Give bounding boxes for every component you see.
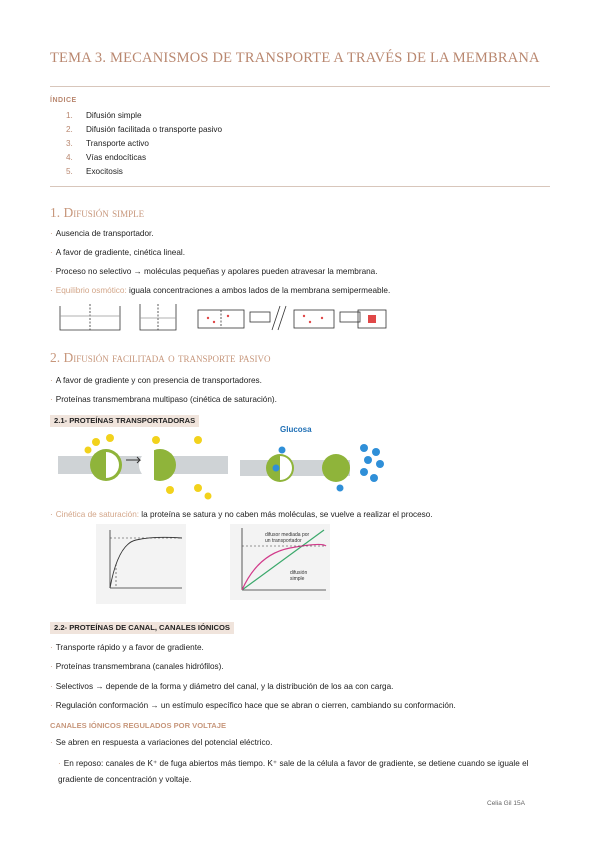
bullet-text: la proteína se satura y no caben más moléculas, se vuelve a realizar el proceso. <box>139 510 433 519</box>
graph-label-simple: difusión simple <box>290 570 308 582</box>
footer: Celia Gil 15A <box>487 800 525 807</box>
bullet-text: A favor de gradiente, cinética lineal. <box>55 248 185 257</box>
bullet: · Selectivos → depende de la forma y diámetro del canal, y la distribución de los aa con carga. <box>50 682 394 691</box>
transporter-protein-figure <box>58 430 228 500</box>
index-item <box>66 139 149 148</box>
bullet: · A favor de gradiente y con presencia de transportadores. <box>50 376 262 385</box>
index-label: Difusión facilitada o transporte pasivo <box>86 125 223 134</box>
bullet-text: Regulación conformación → un estímulo específico hace que se abran o cierren, cambiando su conformación. <box>55 701 456 710</box>
index-label: Vías endocíticas <box>86 153 147 162</box>
bullet: · Proteínas transmembrana (canales hidrófilos). <box>50 662 224 671</box>
title-rule <box>50 86 550 87</box>
glucose-transporter-figure <box>240 438 390 496</box>
index-item <box>66 111 142 120</box>
graph-label-transporter: difusor mediada por un transportador <box>265 532 310 544</box>
glucosa-label: Glucosa <box>280 425 312 434</box>
index-label: Difusión simple <box>86 111 142 120</box>
subsection-bar: 2.2- PROTEÍNAS DE CANAL, CANALES IÓNICOS <box>50 622 234 634</box>
subsection-bar: 2.1- PROTEÍNAS TRANSPORTADORAS <box>50 415 199 427</box>
bullet: · Proceso no selectivo → moléculas pequeñas y apolares pueden atravesar la membrana. <box>50 267 378 276</box>
saturation-term: Cinética de saturación: <box>55 510 140 519</box>
saturation-graph-left <box>96 524 186 604</box>
bullet-text: Proteínas transmembrana (canales hidrófilos). <box>55 662 224 671</box>
bullet-text: Transporte rápido y a favor de gradiente. <box>55 643 204 652</box>
bullet-text: En reposo: canales de K⁺ de fuga abiertos más tiempo. K⁺ sale de la célula a favor de gradiente, se detiene cuando se iguale el gradiente de concentración y voltaje. <box>58 759 529 784</box>
index-heading: ÍNDICE <box>50 97 77 104</box>
bullet: · A favor de gradiente, cinética lineal. <box>50 248 185 257</box>
bullet-text: Ausencia de transportador. <box>55 229 154 238</box>
bullet: · En reposo: canales de K⁺ de fuga abiertos más tiempo. K⁺ sale de la célula a favor de gradiente, se detiene cuando se iguale el gradiente de concentración y voltaje. <box>58 759 529 784</box>
bullet: · Cinética de saturación: la proteína se satura y no caben más moléculas, se vuelve a realizar el proceso. <box>50 510 433 519</box>
index-item <box>66 125 222 134</box>
bullet: · Equilibrio osmótico: iguala concentraciones a ambos lados de la membrana semipermeable. <box>50 286 391 295</box>
bullet-text: Selectivos → depende de la forma y diámetro del canal, y la distribución de los aa con carga. <box>55 682 394 691</box>
bullet-text: A favor de gradiente y con presencia de transportadores. <box>55 376 262 385</box>
equilibrium-term: Equilibrio osmótico: <box>55 286 127 295</box>
index-num: 5. <box>66 167 73 176</box>
index-item <box>66 167 123 176</box>
bullet: · Regulación conformación → un estímulo específico hace que se abran o cierren, cambiando su conformación. <box>50 701 456 710</box>
index-rule <box>50 186 550 187</box>
bullet-text: Proceso no selectivo → moléculas pequeñas y apolares pueden atravesar la membrana. <box>55 267 378 276</box>
index-item <box>66 153 146 162</box>
index-label: Transporte activo <box>86 139 149 148</box>
osmosis-diagrams <box>58 300 388 334</box>
bullet: · Se abren en respuesta a variaciones del potencial eléctrico. <box>50 738 273 747</box>
index-label: Exocitosis <box>86 167 123 176</box>
bullet-text: Se abren en respuesta a variaciones del potencial eléctrico. <box>55 738 273 747</box>
section1-heading: 1. Difusión simple <box>50 205 145 220</box>
bullet: · Ausencia de transportador. <box>50 229 154 238</box>
index-num: 3. <box>66 139 73 148</box>
voltage-heading: CANALES IÓNICOS REGULADOS POR VOLTAJE <box>50 721 227 730</box>
bullet-text: iguala concentraciones a ambos lados de la membrana semipermeable. <box>126 286 391 295</box>
bullet: · Transporte rápido y a favor de gradiente. <box>50 643 204 652</box>
section2-heading: 2. Difusión facilitada o transporte pasivo <box>50 350 271 365</box>
page-title: TEMA 3. MECANISMOS DE TRANSPORTE A TRAVÉS DE LA MEMBRANA <box>50 50 540 66</box>
index-num: 1. <box>66 111 73 120</box>
index-num: 4. <box>66 153 73 162</box>
index-num: 2. <box>66 125 73 134</box>
bullet: · Proteínas transmembrana multipaso (cinética de saturación). <box>50 395 277 404</box>
bullet-text: Proteínas transmembrana multipaso (cinética de saturación). <box>55 395 277 404</box>
